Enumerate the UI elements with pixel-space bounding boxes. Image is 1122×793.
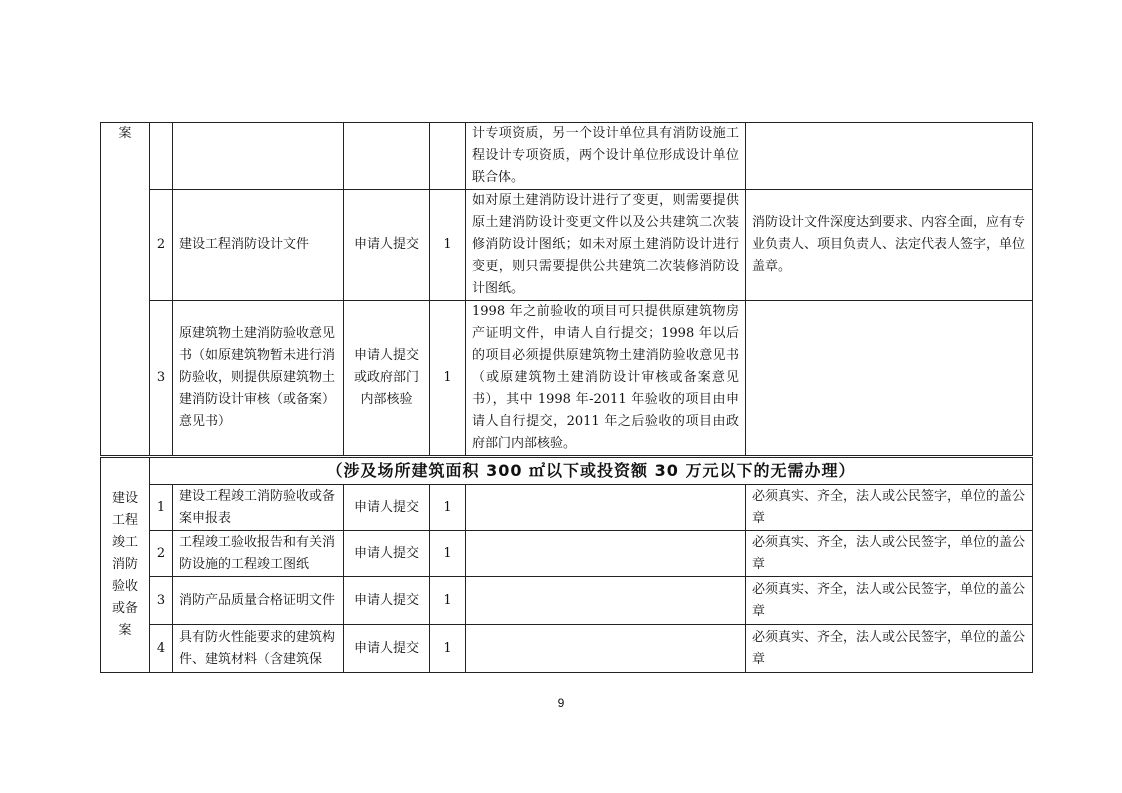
- table-row: [101, 625, 1033, 673]
- material-quantity: 1: [430, 190, 466, 301]
- material-source: 申请人提交: [344, 190, 430, 301]
- material-name: 工程竣工验收报告和有关消防设施的工程竣工图纸: [173, 531, 344, 577]
- section-banner: （涉及场所建筑面积 300 ㎡以下或投资额 30 万元以下的无需办理）: [150, 457, 1033, 485]
- table-row: [101, 531, 1033, 577]
- material-quantity: 1: [430, 577, 466, 625]
- material-quantity: 1: [430, 485, 466, 531]
- material-description: 如对原土建消防设计进行了变更，则需要提供原土建消防设计变更文件以及公共建筑二次装修消防设计图纸；如未对原土建消防设计进行变更，则只需要提供公共建筑二次装修消防设计图纸。: [466, 190, 746, 301]
- row-number: 3: [150, 577, 173, 625]
- material-name: 建设工程竣工消防验收或备案申报表: [173, 485, 344, 531]
- material-source: 申请人提交: [344, 625, 430, 673]
- table-row: [101, 301, 1033, 457]
- material-name: 建设工程消防设计文件: [173, 190, 344, 301]
- material-source: 申请人提交或政府部门内部核验: [344, 301, 430, 457]
- row-number: 2: [150, 531, 173, 577]
- table-row: [101, 190, 1033, 301]
- row-number: [150, 123, 173, 190]
- material-name: 消防产品质量合格证明文件: [173, 577, 344, 625]
- material-source: 申请人提交: [344, 577, 430, 625]
- material-description: [466, 577, 746, 625]
- material-name: 原建筑物土建消防验收意见书（如原建筑物暂未进行消防验收，则提供原建筑物土建消防设计审核（或备案）意见书）: [173, 301, 344, 457]
- table-row: [101, 457, 1033, 485]
- row-number: 1: [150, 485, 173, 531]
- material-source: [344, 123, 430, 190]
- material-quantity: [430, 123, 466, 190]
- material-requirement: 消防设计文件深度达到要求、内容全面，应有专业负责人、项目负责人、法定代表人签字，单位盖章。: [746, 190, 1033, 301]
- material-quantity: 1: [430, 625, 466, 673]
- table-row: [101, 577, 1033, 625]
- material-name: 具有防火性能要求的建筑构件、建筑材料（含建筑保: [173, 625, 344, 673]
- phase-cell-b: 建设工程竣工消防验收或备案: [101, 457, 150, 673]
- material-requirement: [746, 301, 1033, 457]
- material-description: [466, 625, 746, 673]
- material-source: 申请人提交: [344, 485, 430, 531]
- material-requirement: [746, 123, 1033, 190]
- table-row: [101, 485, 1033, 531]
- phase-cell-a: 案: [101, 123, 150, 457]
- material-description: [466, 531, 746, 577]
- material-quantity: 1: [430, 301, 466, 457]
- row-number: 3: [150, 301, 173, 457]
- row-number: 2: [150, 190, 173, 301]
- material-description: 计专项资质，另一个设计单位具有消防设施工程设计专项资质，两个设计单位形成设计单位联合体。: [466, 123, 746, 190]
- table-row: [101, 123, 1033, 190]
- material-requirement: 必须真实、齐全，法人或公民签字，单位的盖公章: [746, 531, 1033, 577]
- material-requirement: 必须真实、齐全，法人或公民签字，单位的盖公章: [746, 485, 1033, 531]
- materials-table: [100, 122, 1033, 673]
- material-requirement: 必须真实、齐全，法人或公民签字，单位的盖公章: [746, 625, 1033, 673]
- material-description: [466, 485, 746, 531]
- material-name: [173, 123, 344, 190]
- page-number: 9: [557, 696, 565, 710]
- material-quantity: 1: [430, 531, 466, 577]
- material-source: 申请人提交: [344, 531, 430, 577]
- material-description: 1998 年之前验收的项目可只提供原建筑物房产证明文件，申请人自行提交；1998 年以后的项目必须提供原建筑物土建消防验收意见书（或原建筑物土建消防设计审核或备案意见书），其中 1998 年-2011 年验收的项目由申请人自行提交，2011 年之后验收的项目由政府部门内部核验。: [466, 301, 746, 457]
- row-number: 4: [150, 625, 173, 673]
- material-requirement: 必须真实、齐全，法人或公民签字，单位的盖公章: [746, 577, 1033, 625]
